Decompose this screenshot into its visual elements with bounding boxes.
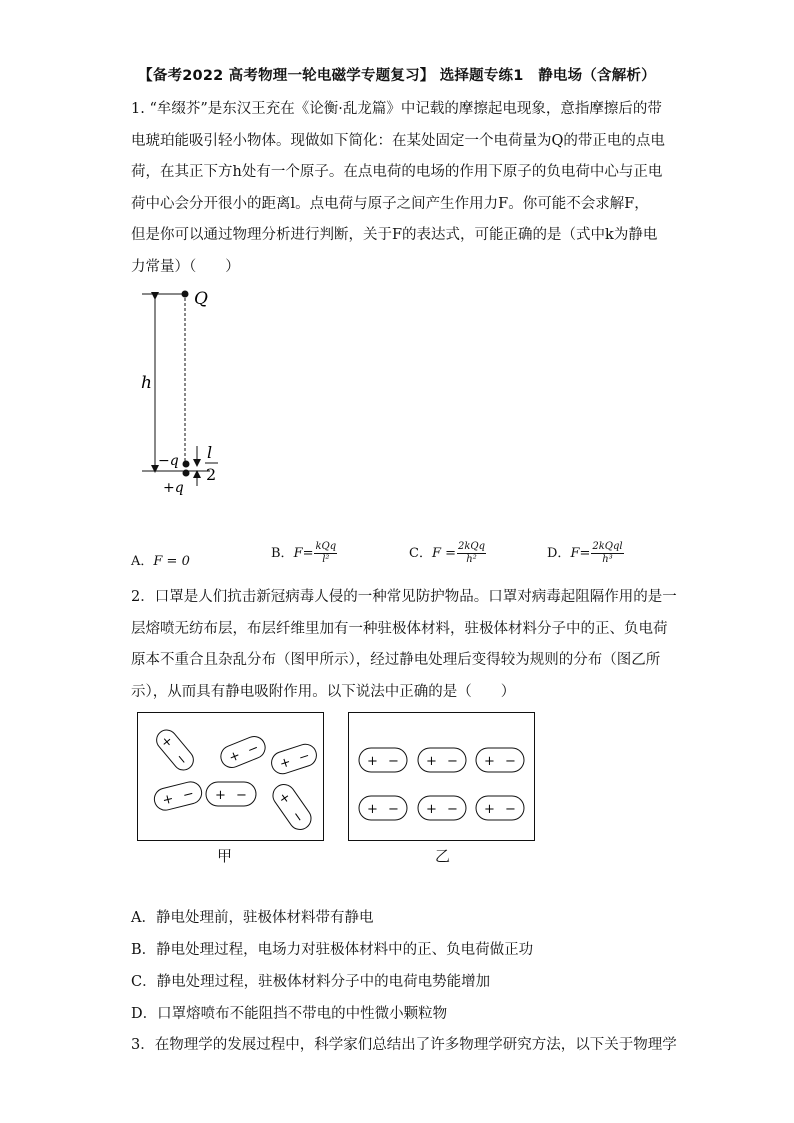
svg-text:−: − — [236, 788, 247, 803]
svg-text:−: − — [447, 754, 458, 769]
svg-text:+: + — [426, 754, 437, 769]
q2-choice-b[interactable]: B．静电处理过程，电场力对驻极体材料中的正、负电荷做正功 — [131, 942, 534, 958]
svg-text:−: − — [181, 786, 196, 804]
document-title: 【备考2022 高考物理一轮电磁学专题复习】 选择题专练1 静电场（含解析） — [138, 68, 656, 84]
label-two: 2 — [206, 465, 217, 484]
molecule — [218, 733, 269, 771]
molecule — [206, 782, 256, 806]
q2-line: 层熔喷无纺布层，布层纤维里加有一种驻极体材料，驻极体材料分子中的正、负电荷 — [131, 620, 668, 637]
q2-choice-d[interactable]: D．口罩熔喷布不能阻挡不带电的中性微小颗粒物 — [131, 1006, 448, 1022]
svg-text:+: + — [215, 788, 226, 803]
option-fraction — [591, 541, 623, 566]
option-lhs: F = — [431, 546, 456, 561]
q2-line: 2．口罩是人们抗击新冠病毒人侵的一种常见防护物品。口罩对病毒起阻隔作用的是一 — [131, 589, 677, 605]
q1-line: 力常量）（ ） — [131, 258, 240, 275]
q2-choice-c[interactable]: C．静电处理过程，驻极体材料分子中的电荷电势能增加 — [131, 974, 491, 990]
molecule — [418, 796, 466, 820]
option-label: C． — [409, 546, 432, 561]
molecule — [153, 726, 198, 774]
svg-text:+: + — [226, 747, 243, 766]
label-neg-q: −q — [158, 453, 179, 469]
negative-charge-center — [183, 461, 190, 468]
label-pos-q: +q — [163, 480, 184, 496]
frame — [349, 713, 535, 841]
molecule — [476, 748, 524, 772]
svg-text:+: + — [157, 733, 176, 752]
numerator: 2kQql — [592, 541, 623, 552]
q1-option-a[interactable] — [131, 550, 190, 569]
svg-text:+: + — [426, 802, 437, 817]
label-Q: Q — [194, 289, 208, 309]
q2-line: 示），从而具有静电吸附作用。以下说法中正确的是（ ） — [131, 683, 516, 700]
svg-text:+: + — [274, 789, 294, 808]
q2-figure-yi — [348, 712, 536, 842]
question-3-text: 3．在物理学的发展过程中，科学家们总结出了许多物理学研究方法，以下关于物理学 — [131, 1037, 677, 1053]
molecule — [269, 780, 316, 834]
q1-line: 电琥珀能吸引轻小物体。现做如下简化：在某处固定一个电荷量为Q的带正电的点电 — [131, 132, 665, 149]
denominator: h² — [466, 554, 477, 565]
option-lhs: F= — [293, 546, 314, 561]
q1-line: 荷中心会分开很小的距离l。点电荷与原子之间产生作用力F。你可能不会求解F， — [131, 195, 649, 212]
q1-option-d[interactable] — [547, 541, 624, 566]
caption-yi: 乙 — [435, 847, 451, 865]
svg-text:−: − — [245, 740, 262, 759]
svg-text:−: − — [505, 754, 516, 769]
numerator: kQq — [315, 541, 337, 552]
q1-option-c[interactable] — [409, 541, 486, 566]
caption-jia: 甲 — [217, 847, 233, 865]
svg-text:−: − — [388, 754, 399, 769]
option-expression: F = 0 — [153, 554, 190, 569]
molecule — [418, 748, 466, 772]
svg-text:+: + — [484, 754, 495, 769]
q1-charge-diagram — [130, 280, 240, 500]
q1-line: 但是你可以通过物理分析进行判断，关于F的表达式，可能正确的是（式中k为静电 — [131, 227, 658, 243]
svg-text:+: + — [367, 754, 378, 769]
svg-text:+: + — [367, 802, 378, 817]
q2-line: 原本不重合且杂乱分布（图甲所示），经过静电处理后变得较为规则的分布（图乙所 — [131, 652, 661, 668]
q2-choice-a[interactable]: A．静电处理前，驻极体材料带有静电 — [131, 910, 374, 926]
svg-text:−: − — [296, 748, 312, 767]
question-2-text — [131, 582, 677, 708]
q2-figure-jia — [137, 712, 325, 842]
positive-charge-center — [183, 470, 190, 477]
denominator: h³ — [602, 554, 613, 565]
molecule — [152, 780, 204, 813]
label-h: h — [141, 373, 152, 393]
option-fraction — [314, 541, 337, 566]
option-fraction — [457, 541, 486, 566]
numerator: 2kQq — [458, 541, 486, 552]
point-charge-Q — [182, 291, 189, 298]
svg-text:−: − — [388, 802, 399, 817]
option-label: B． — [271, 546, 294, 561]
option-label: D． — [547, 546, 571, 561]
molecule — [359, 748, 407, 772]
q1-line: 1. “牟缀芥”是东汉王充在《论衡·乱龙篇》中记载的摩擦起电现象，意指摩擦后的带 — [131, 101, 662, 117]
svg-text:−: − — [288, 808, 307, 827]
molecule — [269, 741, 320, 776]
option-label: A． — [131, 554, 154, 569]
question-1-text — [131, 94, 665, 283]
svg-text:+: + — [161, 791, 176, 809]
option-lhs: F= — [570, 546, 591, 561]
molecule — [359, 796, 407, 820]
denominator: l² — [322, 554, 330, 565]
svg-text:+: + — [484, 802, 495, 817]
label-l: l — [207, 443, 213, 462]
molecule — [476, 796, 524, 820]
q1-line: 荷，在其正下方h处有一个原子。在点电荷的电场的作用下原子的负电荷中心与正电 — [131, 164, 663, 180]
q1-option-b[interactable] — [271, 541, 337, 566]
svg-text:−: − — [505, 802, 516, 817]
svg-text:−: − — [171, 750, 191, 769]
svg-text:+: + — [277, 754, 293, 773]
svg-text:−: − — [447, 802, 458, 817]
